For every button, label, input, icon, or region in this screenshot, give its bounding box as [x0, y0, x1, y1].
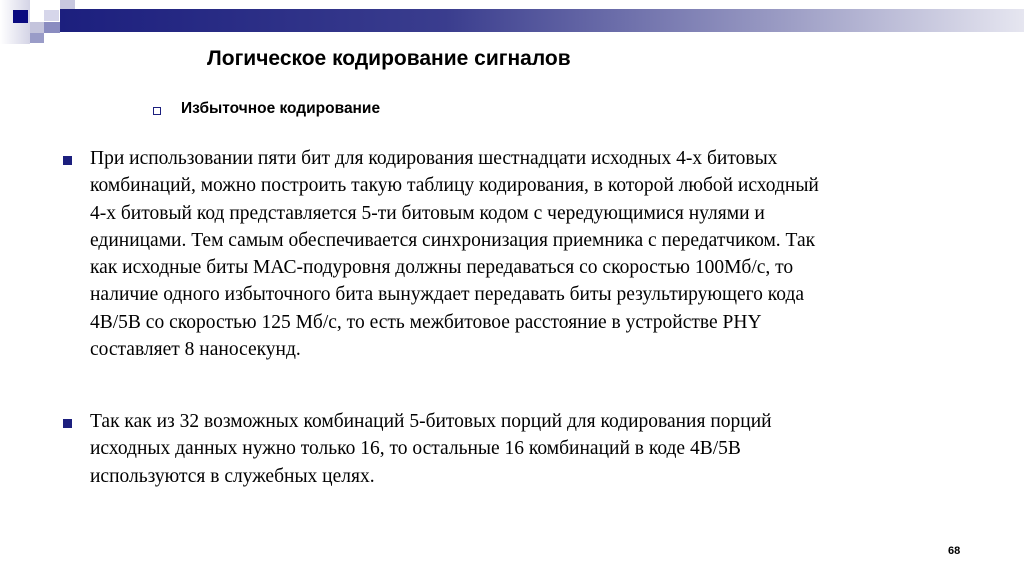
square-bullet-icon — [63, 156, 72, 165]
decor-square — [30, 22, 44, 33]
text-line: как исходные биты МАС-подуровня должны передаваться со скоростью 100Мб/с, то — [90, 257, 794, 279]
header-bar — [60, 9, 1024, 32]
text-line: 4-х битовый код представляется 5-ти битовым кодом с чередующимися нулями и — [90, 202, 765, 224]
text-line: При использовании пяти бит для кодирования шестнадцати исходных 4-х битовых — [90, 148, 778, 169]
paragraph-2 — [90, 408, 772, 490]
page-number: 68 — [948, 545, 961, 557]
text-line: составляет 8 наносекунд. — [90, 339, 301, 361]
square-bullet-icon — [63, 419, 72, 428]
text-line: наличие одного избыточного бита вынуждает передавать биты результирующего кода — [90, 284, 805, 306]
text-line: исходных данных нужно только 16, то остальные 16 комбинаций в коде 4В/5В — [90, 438, 741, 460]
text-line: используются в служебных целях. — [90, 465, 375, 487]
decor-square — [30, 33, 44, 43]
decor-square — [44, 10, 59, 21]
slide-title: Логическое кодирование сигналов — [207, 47, 571, 70]
text-line: Так как из 32 возможных комбинаций 5-битовых порций для кодирования порций — [90, 411, 772, 432]
decor-square — [13, 10, 28, 23]
paragraph-1 — [90, 145, 819, 363]
slide-subtitle: Избыточное кодирование — [181, 100, 381, 117]
text-line: 4В/5В со скоростью 125 Мб/с, то есть межбитовое расстояние в устройстве PHY — [90, 311, 762, 333]
text-line: комбинаций, можно построить такую таблицу кодирования, в которой любой исходный — [90, 175, 819, 197]
decor-square — [44, 22, 60, 33]
hollow-square-bullet-icon — [153, 107, 161, 115]
text-line: единицами. Тем самым обеспечивается синхронизация приемника с передатчиком. Так — [90, 229, 816, 251]
